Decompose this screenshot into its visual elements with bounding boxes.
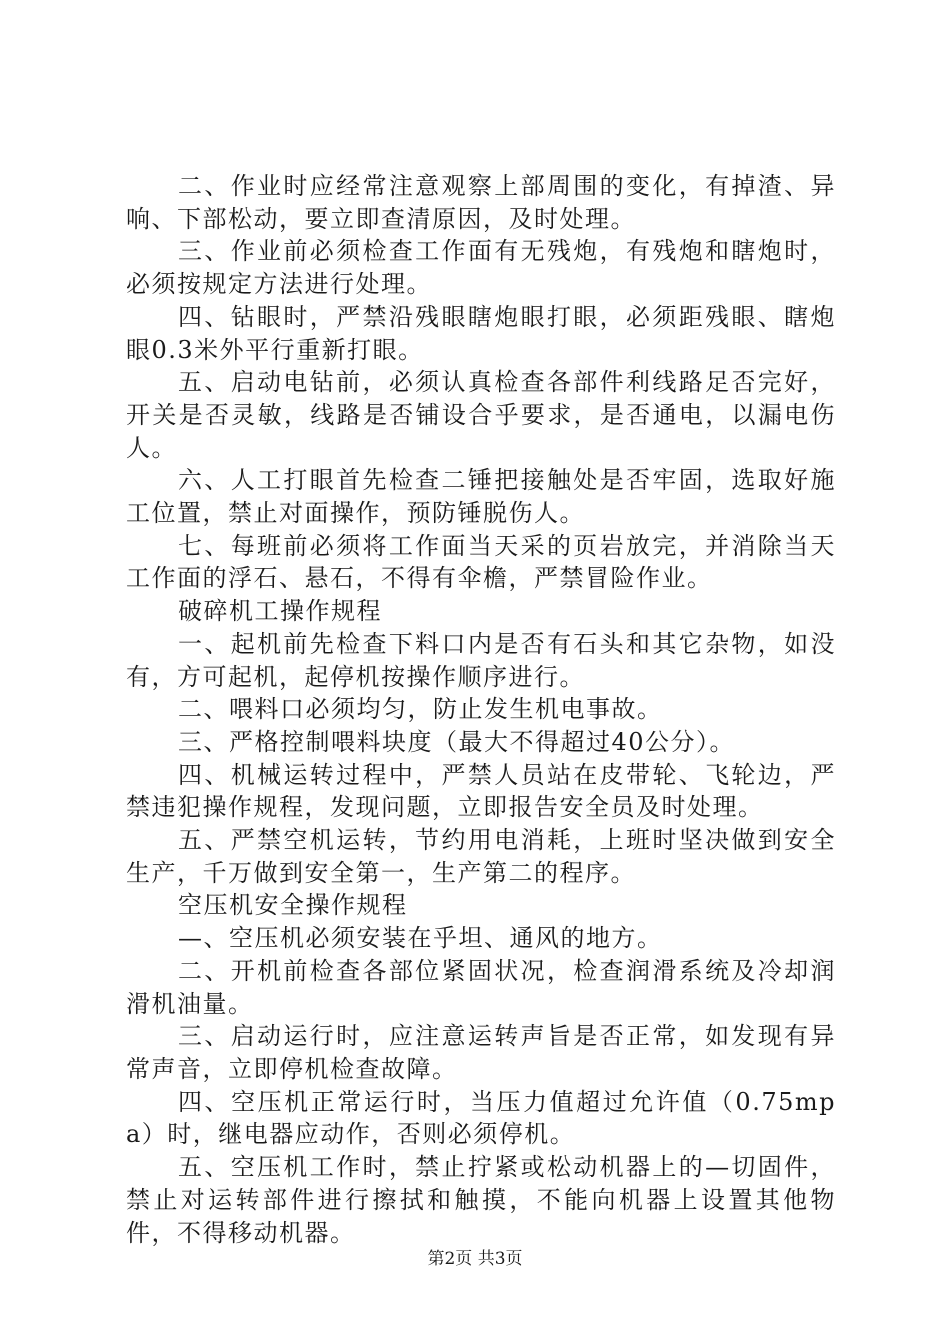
paragraph-compressor-5: 五、空压机工作时，禁止拧紧或松动机器上的—切固件，禁止对运转部件进行擦拭和触摸，不能向机器上设置其他物件，不得移动机器。 (126, 1153, 836, 1247)
paragraph-crusher-1: 一、起机前先检查下料口内是否有石头和其它杂物，如没有，方可起机，起停机按操作顺序进行。 (126, 629, 836, 691)
page-footer (0, 1244, 950, 1269)
section-heading-crusher: 破碎机工操作规程 (178, 597, 382, 626)
paragraph-item-6: 六、人工打眼首先检查二锤把接触处是否牢固，选取好施工位置，禁止对面操作，预防锤脱伤人。 (126, 466, 836, 528)
paragraph-compressor-1: —、空压机必须安装在乎坦、通风的地方。 (178, 924, 663, 953)
page-number-label: 第2页 共3页 (427, 1249, 523, 1269)
paragraph-crusher-2: 二、喂料口必须均匀，防止发生机电事故。 (178, 695, 663, 724)
paragraph-compressor-4: 四、空压机正常运行时，当压力值超过允许值（0.75mpa）时，继电器应动作，否则必须停机。 (126, 1087, 836, 1149)
paragraph-item-3: 三、作业前必须检查工作面有无残炮，有残炮和瞎炮时，必须按规定方法进行处理。 (126, 237, 836, 299)
paragraph-item-2: 二、作业时应经常注意观察上部周围的变化，有掉渣、异响、下部松动，要立即查清原因，及时处理。 (126, 172, 836, 233)
paragraph-item-5: 五、启动电钻前，必须认真检查各部件利线路足否完好，开关是否灵敏，线路是否铺设合乎要求，是否通电，以漏电伤人。 (126, 368, 836, 462)
paragraph-crusher-4: 四、机械运转过程中，严禁人员站在皮带轮、飞轮边，严禁违犯操作规程，发现问题，立即报告安全员及时处理。 (126, 760, 836, 822)
paragraph-crusher-5: 五、严禁空机运转，节约用电消耗，上班时坚决做到安全生产，千万做到安全第一，生产第二的程序。 (126, 826, 836, 887)
document-body (126, 170, 836, 1249)
section-heading-compressor: 空压机安全操作规程 (178, 891, 408, 920)
paragraph-crusher-3: 三、严格控制喂料块度（最大不得超过40公分）。 (178, 727, 736, 756)
paragraph-compressor-3: 三、启动运行时，应注意运转声旨是否正常，如发现有异常声音，立即停机检查故障。 (126, 1022, 836, 1083)
paragraph-item-7: 七、每班前必须将工作面当天采的页岩放完，并消除当天工作面的浮石、悬石，不得有伞檐，严禁冒险作业。 (126, 531, 836, 593)
paragraph-compressor-2: 二、开机前检查各部位紧固状况，检查润滑系统及冷却润滑机油量。 (126, 956, 836, 1018)
paragraph-item-4: 四、钻眼时，严禁沿残眼瞎炮眼打眼，必须距残眼、瞎炮眼0.3米外平行重新打眼。 (126, 302, 836, 364)
